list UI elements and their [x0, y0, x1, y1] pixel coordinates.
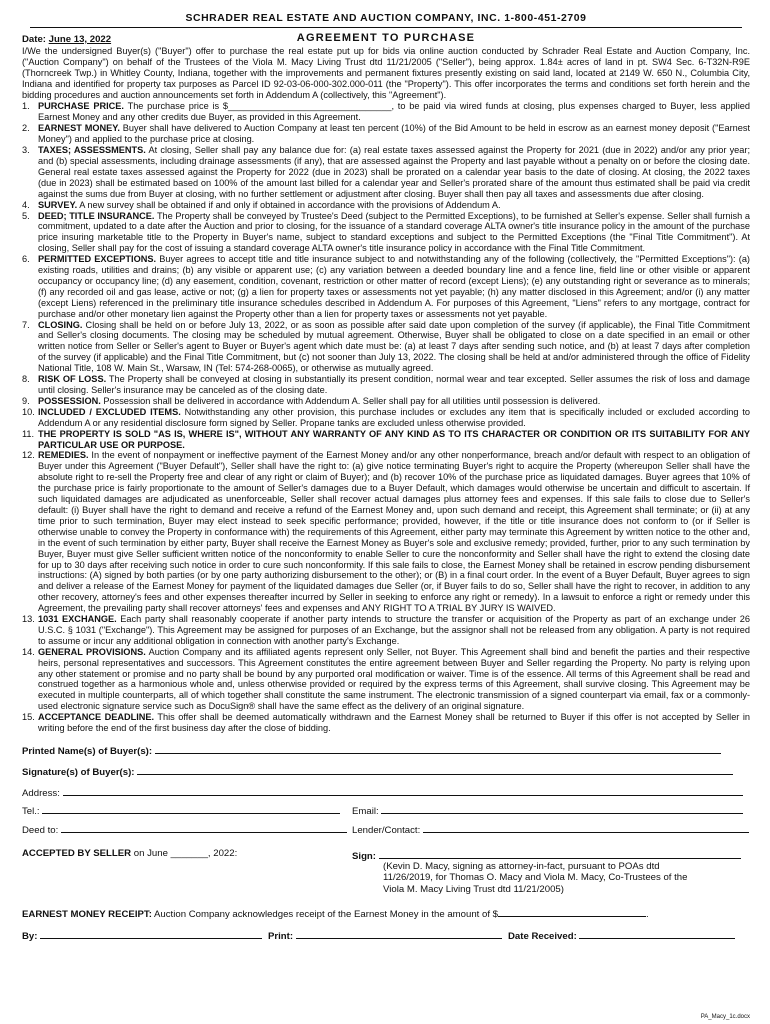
deed-to-label: Deed to:	[22, 825, 59, 836]
receipt-label: EARNEST MONEY RECEIPT:	[22, 909, 152, 920]
agreement-page	[22, 13, 751, 1020]
clause-heading: DEED; TITLE INSURANCE.	[38, 210, 155, 221]
by-field	[22, 929, 262, 943]
receipt-text: Auction Company acknowledges receipt of the Earnest Money in the amount of $	[151, 909, 499, 920]
printed-names-label: Printed Name(s) of Buyer(s):	[22, 746, 153, 757]
clause-number: 8.	[22, 374, 30, 385]
seller-acceptance-row	[22, 849, 750, 907]
printed-names-line[interactable]	[155, 744, 721, 754]
clause-number: 11.	[22, 428, 35, 439]
address-line[interactable]	[63, 786, 743, 796]
clause-item	[22, 200, 750, 211]
document-title: AGREEMENT TO PURCHASE	[296, 31, 476, 44]
clause-list	[22, 101, 750, 734]
clause-heading: PURCHASE PRICE.	[38, 101, 124, 112]
clause-number: 3.	[22, 145, 30, 156]
print-line[interactable]	[296, 929, 502, 939]
clause-heading: INCLUDED / EXCLUDED ITEMS.	[38, 406, 181, 417]
clause-number: 13.	[22, 614, 35, 625]
seller-note-line-2: 11/26/2019, for Thomas O. Macy and Viola M. Macy, Co-Trustees of the	[383, 872, 688, 884]
accepted-label: ACCEPTED BY SELLER	[22, 848, 132, 859]
clause-text: The Property shall be conveyed at closing in substantially its present condition, normal wear and tear excepted. Seller assumes the risk of loss and damage until closing. Seller's insurance may be canceled as of the closing date.	[38, 374, 750, 395]
clause-heading: 1031 EXCHANGE.	[38, 614, 117, 625]
company-header: SCHRADER REAL ESTATE AND AUCTION COMPANY, INC. 1-800-451-2709	[30, 14, 742, 28]
by-line[interactable]	[40, 929, 262, 939]
signatures-label: Signature(s) of Buyer(s):	[22, 767, 135, 778]
clause-heading: RISK OF LOSS.	[38, 374, 107, 385]
by-label: By:	[22, 931, 38, 942]
tel-email-row	[22, 804, 750, 823]
clause-number: 10.	[22, 406, 35, 417]
tel-line[interactable]	[42, 804, 340, 814]
clause-text: The purchase price is $________________________________, to be paid via wired funds at closing, plus expenses charged to Buyer, less applied Earnest Money and any other credits due Buyer, as provided in this Agreement.	[38, 101, 750, 123]
clause-text: Notwithstanding any other provision, this purchase includes or excludes any item that is specifically included or excluded according to Addendum A or any residential disclosure form signed by Seller. Propane tanks are excluded unless otherwise provided.	[38, 406, 750, 428]
clause-text: Closing shall be held on or before July 13, 2022, or as soon as possible after said date upon completion of the survey (if applicable), the Final Title Commitment and Seller's closing documents. The closing may be scheduled by mutual agreement. Otherwise, Buyer shall be obligated to close on a date specified in an email or other written notice from Seller or Seller's agent to Buyer or Buyer's agent which date must be: (a) at least 7 days after sending such notice, and (b) at least 7 days after completion of the survey (if applicable) and the Final Title Commitment, but (c) not sooner than July 13, 2022. The closing shall be held at and/or administered through the office of Fidelity National Title, 108 W. Main St., Warsaw, IN (Tel: 574-268-0065), or otherwise as mutually agreed.	[38, 319, 750, 374]
clause-item	[22, 647, 750, 712]
lender-field	[352, 823, 749, 837]
address-row	[22, 786, 750, 804]
clause-item	[22, 254, 750, 319]
clause-number: 5.	[22, 210, 30, 221]
lender-label: Lender/Contact:	[352, 825, 421, 836]
clause-heading: CLOSING.	[38, 319, 83, 330]
clause-number: 7.	[22, 319, 30, 330]
clause-heading: ACCEPTANCE DEADLINE.	[38, 712, 155, 723]
receipt-amount-line[interactable]	[498, 907, 646, 917]
clause-heading: POSSESSION.	[38, 395, 101, 406]
tel-label: Tel.:	[22, 806, 40, 817]
tel-field	[22, 804, 340, 818]
clause-item	[22, 101, 750, 123]
email-field	[352, 804, 743, 818]
clause-text: The Property shall be conveyed by Trustee's Deed (subject to the Permitted Exceptions), to be furnished at Seller's expense. Seller shall furnish a commitment, updated to a date after the Auction and prior to closing, for the issuance of a standard coverage ALTA owner's title insurance policy in the amount of the purchase price insuring marketable title to the Property in Buyer's name, subject to standard exceptions and subject to the Permitted Exceptions (the "Final Title Commitment"). At closing, Seller shall pay for the cost of issuing a standard coverage ALTA owner's title insurance policy in accordance with the Final Title Commitment.	[38, 210, 750, 254]
accepted-by-seller	[22, 849, 237, 860]
seller-note-line-3: Viola M. Macy Living Trust dtd 11/21/2005)	[383, 883, 564, 895]
printed-names-row	[22, 744, 750, 765]
clause-item	[22, 450, 750, 614]
address-label: Address:	[22, 788, 60, 799]
seller-note-line-1: (Kevin D. Macy, signing as attorney-in-fact, pursuant to POAs dtd	[383, 861, 660, 872]
date-value: June 13, 2022	[48, 33, 112, 45]
clause-heading: THE PROPERTY IS SOLD "AS IS, WHERE IS", WITHOUT ANY WARRANTY OF ANY KIND AS TO ITS CHARACTER OR CONDITION OR ITS SUITABILITY FOR ANY PARTICULAR USE OR PURPOSE.	[38, 428, 750, 450]
clause-item	[22, 320, 750, 375]
clause-number: 14.	[22, 646, 35, 657]
signature-block	[22, 744, 750, 950]
clause-heading: SURVEY.	[38, 199, 78, 210]
date-received-line[interactable]	[579, 929, 735, 939]
date-received-label: Date Received:	[508, 931, 577, 942]
clause-item	[22, 374, 750, 396]
seller-signatory-note	[383, 861, 687, 895]
clause-text: Each party shall reasonably cooperate if another party intends to structure the transfer or acquisition of the Property as part of an exchange under 26 U.S.C. § 1031 ("Exchange"). This Agreement may be assigned for purposes of an Exchange, but the assignor shall not be released from any obligation. A party is not required to assume or incur any additional obligation in connection with another party's Exchange.	[38, 614, 750, 646]
clause-item	[22, 407, 750, 429]
clause-text: Auction Company and its affiliated agents represent only Seller, not Buyer. This Agreement shall bind and benefit the parties and their respective heirs, personal representatives and successors. This Agreement constitutes the entire agreement between Buyer and Seller regarding the Property. No party is relying upon any other statement or promise and no party shall be bound by any purported oral modification or waiver. Time is of the essence. All terms of this Agreement shall be read and construed together as a harmonious whole and, unless otherwise provided or required by the express terms of this Agreement, shall survive closing. This Agreement may be executed in multiple counterparts, all of which together shall constitute the same instrument. The electronic transmission of a signed counterpart via email, fax or a commonly-used electronic signature service such as DocuSign® shall have the same effect as the delivery of an original signature.	[38, 646, 750, 712]
clause-heading: GENERAL PROVISIONS.	[38, 646, 146, 657]
email-line[interactable]	[381, 804, 743, 814]
clause-text: Buyer shall have delivered to Auction Company at least ten percent (10%) of the Bid Amount to be held in escrow as an earnest money deposit ("Earnest Money") and applied to the purchase price at closing.	[38, 123, 750, 145]
clause-number: 15.	[22, 712, 35, 723]
email-label: Email:	[352, 806, 379, 817]
accepted-date: on June _______, 2022:	[131, 848, 238, 859]
clause-number: 2.	[22, 123, 30, 134]
sign-label: Sign:	[352, 851, 376, 862]
clause-item	[22, 211, 750, 255]
clause-text: This offer shall be deemed automatically withdrawn and the Earnest Money shall be returned to Buyer if this offer is not accepted by Seller in writing before the end of the first business day after the close of bidding.	[38, 712, 750, 734]
clause-item	[22, 614, 750, 647]
clause-number: 9.	[22, 395, 30, 406]
clause-item	[22, 123, 750, 145]
clause-heading: TAXES; ASSESSMENTS.	[38, 145, 146, 156]
clause-number: 1.	[22, 101, 30, 112]
signatures-row	[22, 765, 750, 786]
date-label: Date:	[22, 33, 46, 45]
clause-heading: REMEDIES.	[38, 450, 89, 461]
lender-line[interactable]	[423, 823, 749, 833]
print-field	[268, 929, 502, 943]
clause-number: 6.	[22, 254, 30, 265]
clause-item	[22, 712, 750, 734]
earnest-money-receipt-row: EARNEST MONEY RECEIPT: Auction Company acknowledges receipt of the Earnest Money in the amount of $ .	[22, 909, 649, 920]
signatures-line[interactable]	[137, 765, 733, 775]
clause-text: A new survey shall be obtained if and only if obtained in accordance with the provisions of Addendum A.	[77, 199, 501, 210]
deed-to-line[interactable]	[61, 823, 347, 833]
date-received-field	[508, 929, 735, 943]
date-title-row	[22, 32, 750, 46]
clause-item	[22, 429, 750, 451]
clause-number: 4.	[22, 199, 30, 210]
clause-item	[22, 396, 750, 407]
deed-to-field	[22, 823, 347, 837]
intro-paragraph: I/We the undersigned Buyer(s) ("Buyer") offer to purchase the real estate put up for bids via online auction conducted by Schrader Real Estate and Auction Company, Inc. ("Auction Company") on behalf of the Trustees of the Viola M. Macy Living Trust dtd 11/21/2005 ("Seller"), being approx. 1.84± acres of land in pt. SW4 Sec. 6-T32N-R9E (Thorncreek Twp.) in Whitley County, Indiana, together with the improvements and permanent fixtures presently existing on said land, located at 2149 W. 650 N., Columbia City, Indiana and identified for property tax purposes as Parcel ID 92-03-06-000-302.000-011 (the "Property"). This offer incorporates the terms and conditions set forth herein and the bidding procedures and auction announcements set forth in Addendum A (collectively, this "Agreement").	[22, 45, 750, 100]
receipt-sign-row	[22, 929, 750, 950]
clause-item	[22, 145, 750, 200]
clause-text: In the event of nonpayment or ineffective payment of the Earnest Money and/or any other nonperformance, breach and/or default with respect to an obligation of Buyer under this Agreement ("Buyer Default"), Seller shall have the right to: (a) give notice terminating Buyer's right to acquire the Property (whereupon Seller shall have the absolute right to re-sell the Property free and clear of any right or claim of Buyer); and (b) recover 10% of the purchase price as liquidated damages. Buyer agrees that 10% of the purchase price is fairly proportionate to the amount of Seller's damages due to a Buyer Default, which damages would otherwise be uncertain and difficult to ascertain. If such liquidated damages are adjudicated as unenforceable, Seller shall recover actual damages plus attorney fees and expenses. If this sale fails to close due to Seller's default: (i) Buyer shall have the right to demand and receive a refund of the Earnest Money and, upon such demand and receipt, this Agreement shall terminate; or (ii) at any time prior to such termination, Buyer may elect instead to seek specific performance; provided, however, if the title or title insurance does not conform to (or if Seller is otherwise unable to convey the Property in conformance with) the requirements of this Agreement, either party may terminate this Agreement by written notice to the other and, in the event of such termination by either party, Buyer shall receive the Earnest Money as Buyer's sole and exclusive remedy; provided, further, prior to any such termination by Buyer, Buyer must give Seller sufficient written notice of the nonconformity to enable Seller to cure the nonconformity and Seller shall have the right to extend the closing date for up to 30 days after receiving such notice in order to cure such nonconformity. If this sale fails to close, the Earnest Money shall be retained in escrow pending disbursement instructions: (A) signed by both parties (or by one party authorizing disbursement to the other); or (B) in a final court order. In the event of a Buyer Default, Buyer agrees to sign and deliver a release of the Earnest Money for payment of the liquidated damages due Seller (or, if Buyer fails to do so, Seller shall have the right to recover, in addition to any other recovery, attorney's fees and other expenses thereafter incurred by Seller in seeking to enforce any right or remedy). In a lawsuit to enforce a right or remedy under this Agreement, the prevailing party shall recover attorneys' fees and expenses and ANY RIGHT TO A TRIAL BY JURY IS WAIVED.	[38, 450, 750, 614]
clause-text: Possession shall be delivered in accordance with Addendum A. Seller shall pay for all utilities until possession is delivered.	[100, 395, 601, 406]
clause-heading: PERMITTED EXCEPTIONS.	[38, 254, 157, 265]
clause-text: At closing, Seller shall pay any balance due for: (a) real estate taxes assessed against the Property for 2021 (due in 2022) and/or any prior year; and (b) special assessments, including drainage assessments (if any), that are assessed against the Property and last payable without a penalty on or before the closing date. General real estate taxes assessed against the Property for 2022 (due in 2023) shall be prorated on a calendar year basis to the date of closing. At closing, the 2022 taxes (due in 2023) shall be estimated based on 100% of the amount last billed for a calendar year and Seller's prorated share of the amount thus estimated shall be paid via credit against the sums due from Buyer at closing, with no further settlement or adjustment after closing. Buyer shall then pay all taxes and assessments due after closing.	[38, 145, 751, 199]
clause-number: 12.	[22, 450, 35, 461]
clause-heading: EARNEST MONEY.	[38, 123, 120, 134]
seller-sign-line[interactable]	[379, 849, 741, 859]
print-label: Print:	[268, 931, 294, 942]
deed-lender-row	[22, 823, 750, 849]
file-name-footer: PA_Macy_1c.docx	[700, 1014, 750, 1020]
clause-text: Buyer agrees to accept title and title insurance subject to and notwithstanding any of the following (collectively, the "Permitted Exceptions"): (a) existing roads, utilities and drains; (b) any visible or apparent use; (c) any variation between a deeded boundary line and a fence line, field line or other visible or apparent occupancy or occupancy line; (d) any easement, condition, covenant, restriction or other matter of record (except Liens); (e) any outstanding right or severance as to minerals; (f) any recorded oil and gas lease, active or not; (g) a lien for property taxes or assessments not yet payable; (h) any matter disclosed in this Agreement; and/or (i) any matter (except Liens) referenced in the preliminary title insurance schedules described in Addendum A. For purposes of this Agreement, "Liens" refers to any mortgage, contract for purchase and/or other monetary lien against the Property other than a lien for property taxes or assessments not yet payable.	[38, 254, 750, 319]
